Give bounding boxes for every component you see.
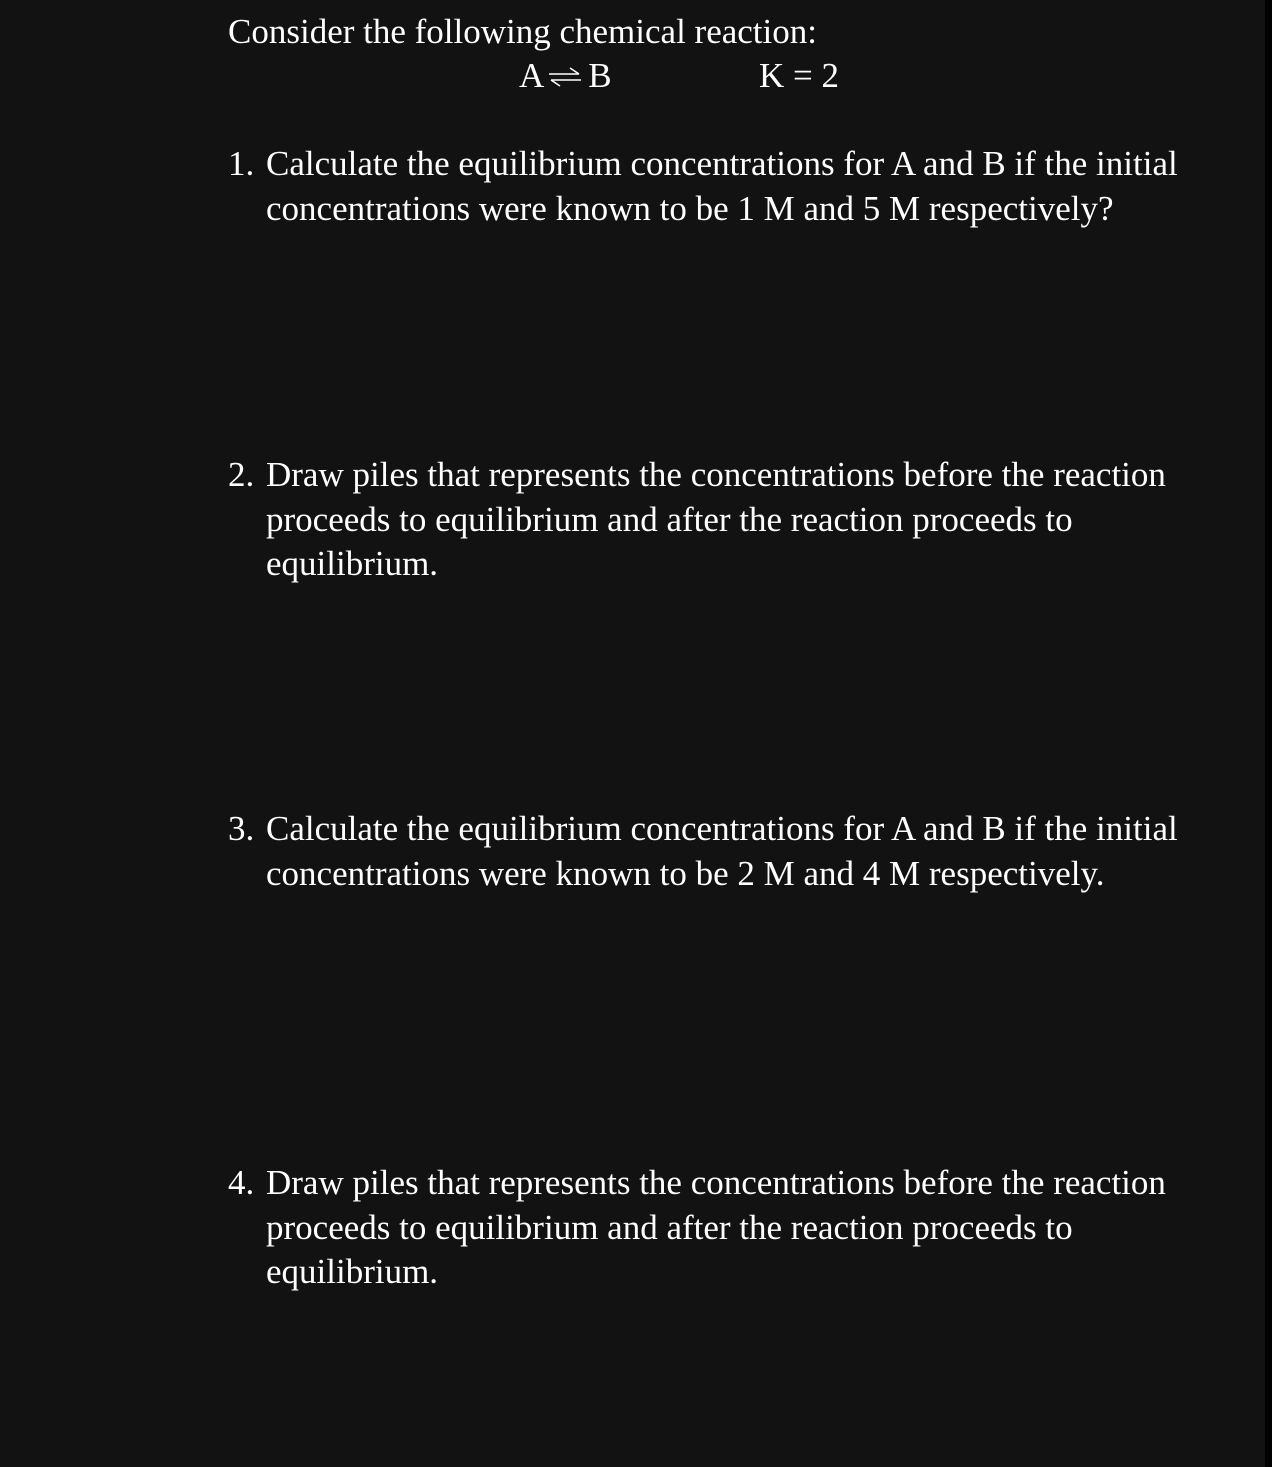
question-number: 2.	[228, 455, 255, 494]
question-text: Draw piles that represents the concentrations before the reaction proceeds to equilibrium and after the reaction proceeds to equilibrium.	[266, 455, 1166, 583]
question-text: Draw piles that represents the concentrations before the reaction proceeds to equilibrium and after the reaction proceeds to equilibrium.	[266, 1163, 1166, 1291]
intro-text: Consider the following chemical reaction:	[228, 12, 817, 51]
equilibrium-constant: K = 2	[759, 56, 840, 95]
question-number: 3.	[228, 809, 255, 848]
reactant-label: A	[519, 56, 545, 95]
question-1	[228, 142, 1188, 231]
question-number: 1.	[228, 144, 255, 183]
question-4	[228, 1161, 1188, 1295]
question-3	[228, 807, 1188, 896]
right-edge-strip	[1265, 0, 1272, 1467]
equilibrium-arrows-icon	[546, 67, 584, 87]
product-label: B	[588, 56, 612, 95]
question-number: 4.	[228, 1163, 255, 1202]
question-text: Calculate the equilibrium concentrations for A and B if the initial concentrations were known to be 1 M and 5 M respectively?	[266, 144, 1178, 228]
question-text: Calculate the equilibrium concentrations for A and B if the initial concentrations were known to be 2 M and 4 M respectively.	[266, 809, 1178, 893]
reaction-equation	[519, 54, 612, 98]
question-2	[228, 453, 1188, 587]
